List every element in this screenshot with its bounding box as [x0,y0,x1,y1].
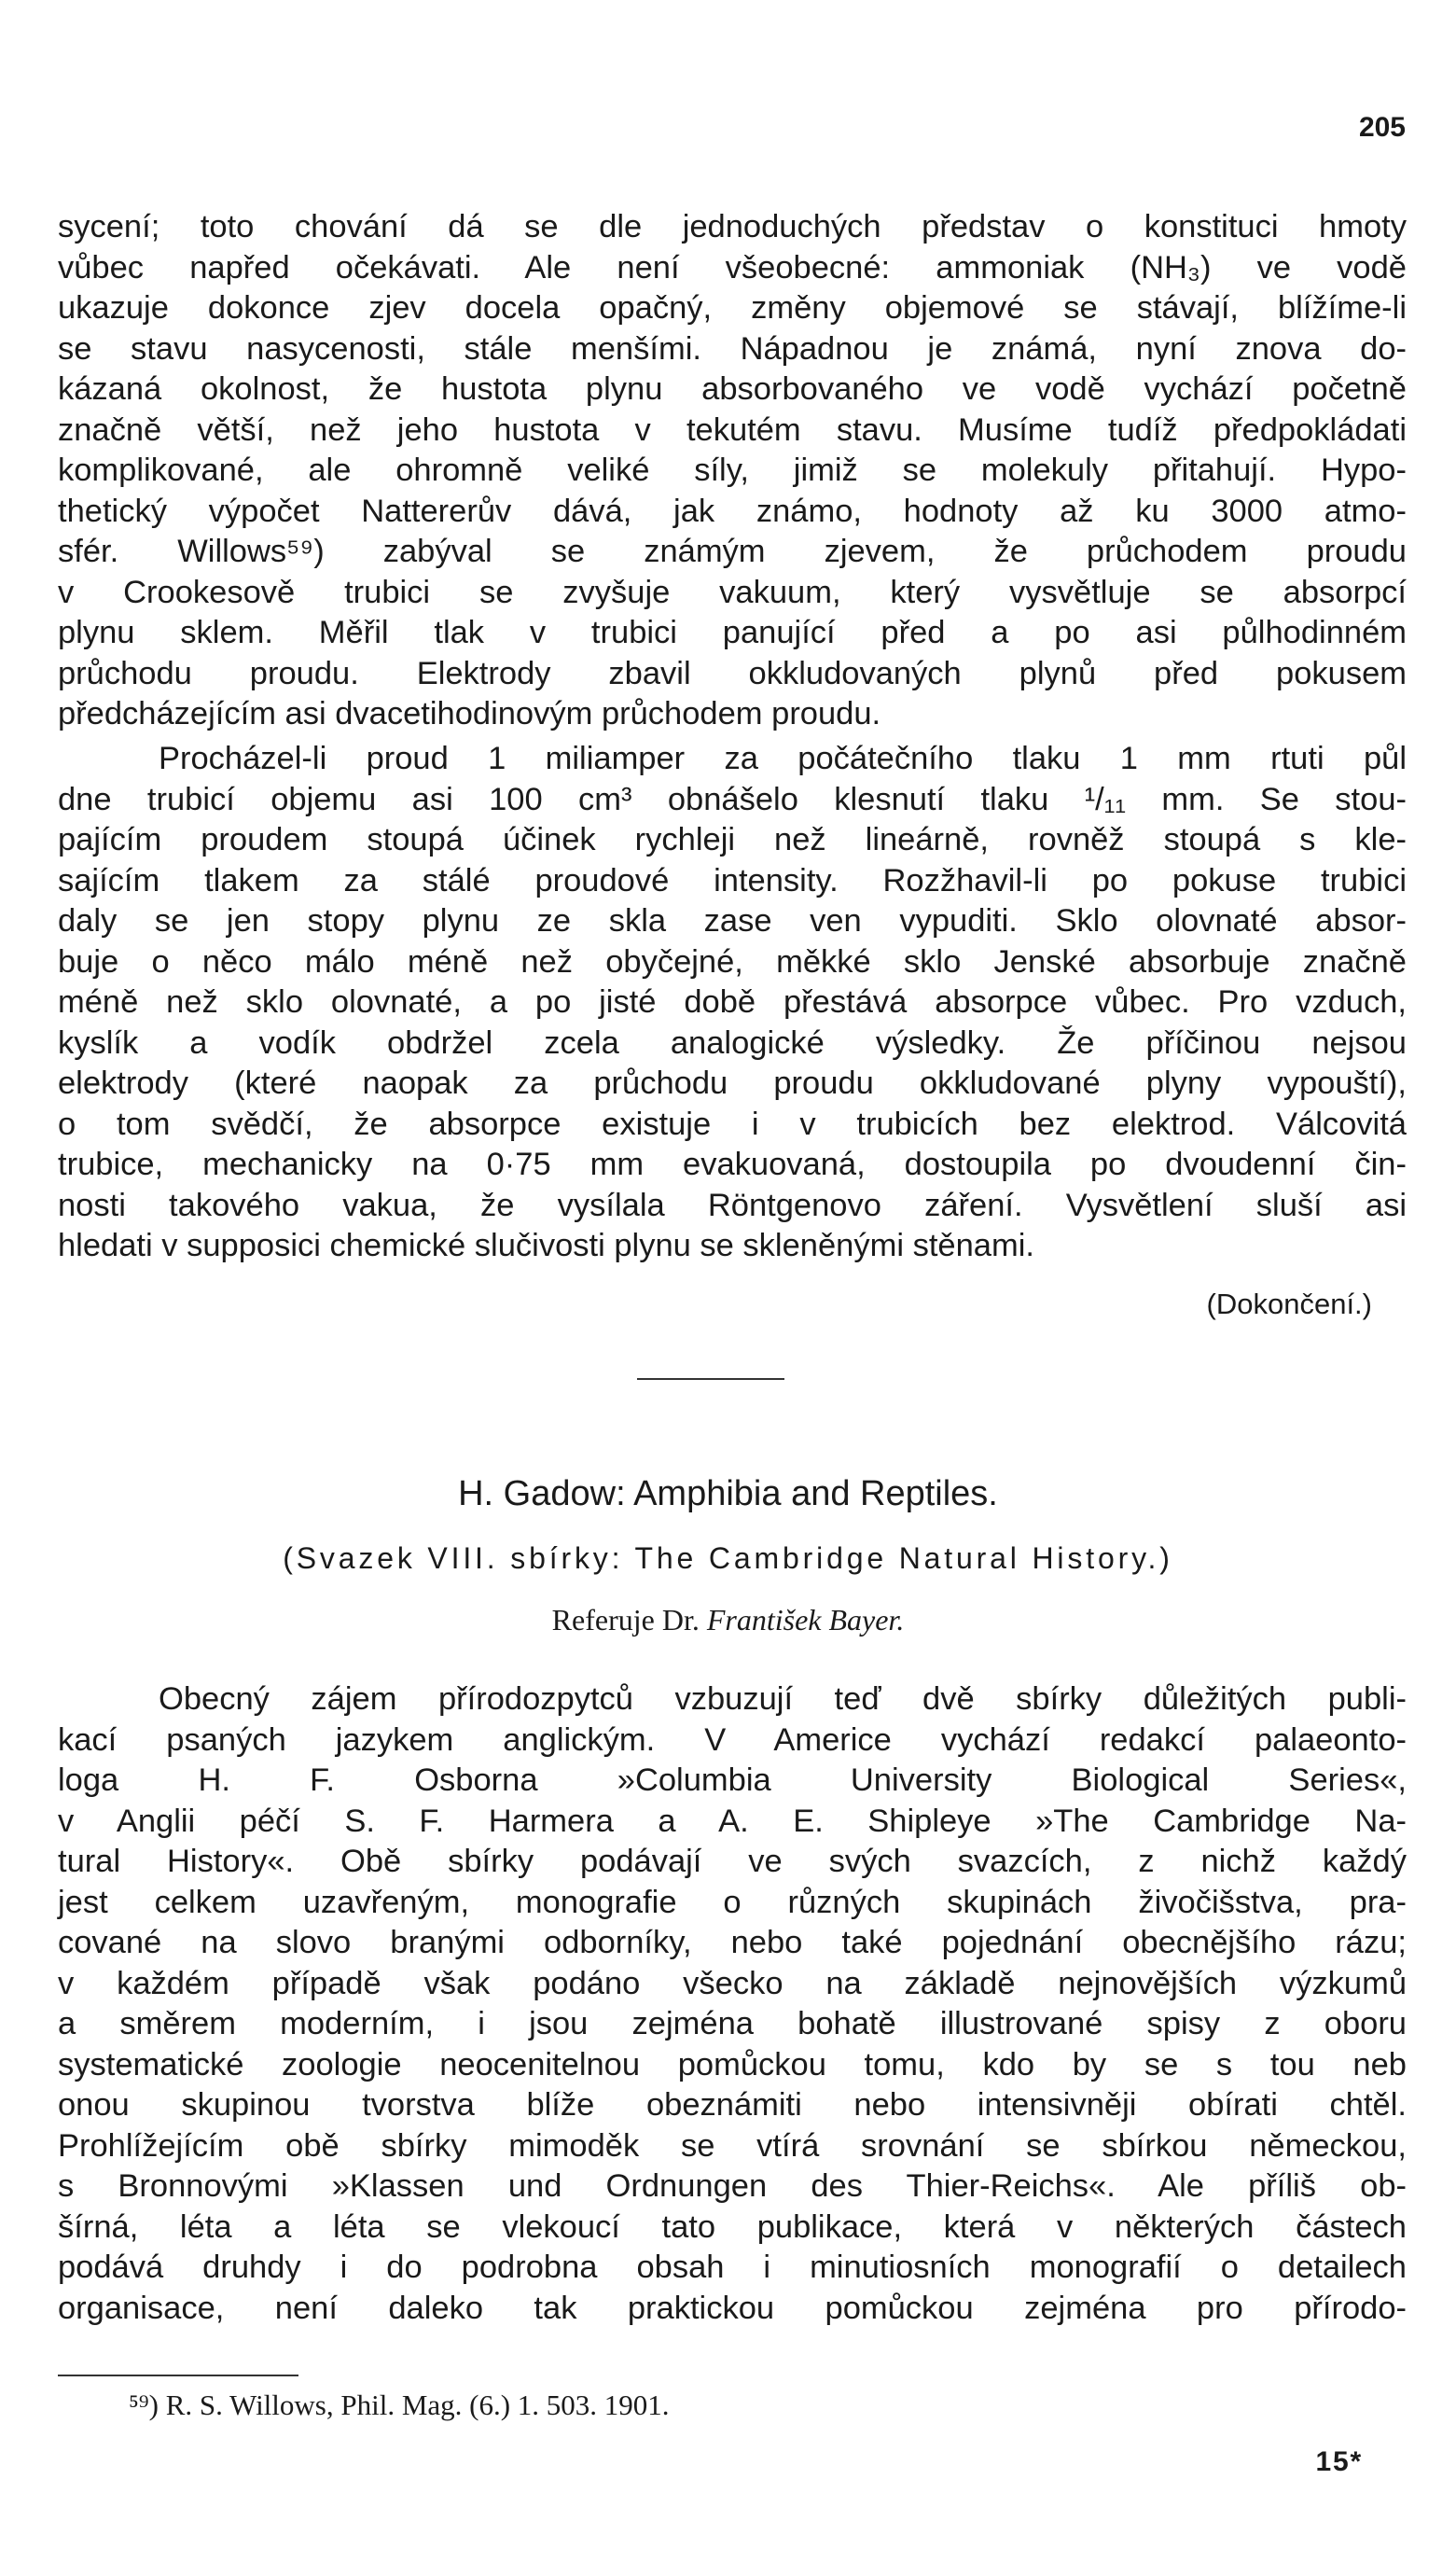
review-line: v každém případě však podáno všecko na základě nejnovějších výzkumů [58,1965,1407,2001]
section1-para2-line: nosti takového vakua, že vysílala Röntgenovo záření. Vysvětlení sluší asi [58,1187,1407,1223]
review-line: organisace, není daleko tak praktickou pomůckou zejména pro přírodo- [58,2290,1407,2326]
section1-line: kázaná okolnost, že hustota plynu absorbovaného ve vodě vychází početně [58,371,1407,407]
review-line: systematické zoologie neocenitelnou pomůckou tomu, kdo by se s tou neb [58,2046,1407,2082]
section1-para2-line: daly se jen stopy plynu ze skla zase ven vypuditi. Sklo olovnaté absor- [58,903,1407,939]
section1-line: předcházejícím asi dvacetihodinovým průchodem proudu. [58,696,881,731]
section1-para2-line: hledati v supposici chemické slučivosti plynu se skleněnými stěnami. [58,1228,1034,1263]
continuation-note: (Dokončení.) [1206,1288,1372,1320]
section1-para2-line: Procházel-li proud 1 miliamper za počátečního tlaku 1 mm rtuti půl [159,741,1407,776]
review-body [58,1679,1407,2329]
review-line: loga H. F. Osborna »Columbia University Biological Series«, [58,1762,1407,1798]
footnote: ⁵⁹) R. S. Willows, Phil. Mag. (6.) 1. 503. 1901. [129,2389,670,2421]
review-line: cované na slovo branými odborníky, nebo také pojednání obecnějšího rázu; [58,1925,1407,1960]
footnote-divider [58,2375,298,2376]
section1-line: komplikované, ale ohromně veliké síly, jimiž se molekuly přitahují. Hypo- [58,453,1407,488]
review-line: kací psaných jazykem anglickým. V Americe vychází redakcí palaeonto- [58,1721,1407,1758]
section1-para2-line: dne trubicí objemu asi 100 cm³ obnášelo klesnutí tlaku ¹/₁₁ mm. Se stou- [58,781,1407,817]
review-line: onou skupinou tvorstva blíže obeznámiti nebo intensivněji obírati chtěl. [58,2087,1407,2123]
review-subtitle: (Svazek VIII. sbírky: The Cambridge Natural History.) [283,1541,1173,1575]
section1-para2-line: méně než sklo olovnaté, a po jisté době přestává absorpce vůbec. Pro vzduch, [58,984,1407,1020]
review-line: a směrem moderním, i jsou zejména bohatě illustrované spisy z oboru [58,2006,1407,2041]
section1-paragraph-2 [58,739,1407,1267]
signature-mark: 15* [1315,2446,1363,2477]
section1-line: sycení; toto chování dá se dle jednoduchých představ o konstituci hmoty [58,209,1407,244]
reviewer-name: František Bayer. [706,1603,905,1637]
section1-para2-line: kyslík a vodík obdržel zcela analogické výsledky. Že příčinou nejsou [58,1024,1407,1061]
section1-line: plynu sklem. Měřil tlak v trubici panující před a po asi půlhodinném [58,615,1407,650]
section1-para2-line: buje o něco málo méně než obyčejné, měkké sklo Jenské absorbuje značně [58,943,1407,980]
review-line: s Bronnovými »Klassen und Ordnungen des Thier-Reichs«. Ale příliš ob- [58,2168,1407,2204]
section1-paragraph [58,207,1407,735]
section1-line: v Crookesově trubici se zvyšuje vakuum, který vysvětluje se absorpcí [58,574,1407,610]
section1-para2-line: o tom svědčí, že absorpce existuje i v trubicích bez elektrod. Válcovitá [58,1106,1407,1142]
review-line: Obecný zájem přírodozpytců vzbuzují teď dvě sbírky důležitých publi- [159,1681,1407,1717]
section1-para2-line: pajícím proudem stoupá účinek rychleji než lineárně, rovněž stoupá s kle- [58,822,1407,857]
review-line: v Anglii péčí S. F. Harmera a A. E. Shipleye »The Cambridge Na- [58,1803,1407,1839]
review-line: Prohlížejícím obě sbírky mimoděk se vtírá srovnání se sbírkou německou, [58,2127,1407,2164]
section1-line: thetický výpočet Nattererův dává, jak známo, hodnoty až ku 3000 atmo- [58,493,1407,529]
section1-line: vůbec napřed očekávati. Ale není všeobecné: ammoniak (NH₃) ve vodě [58,249,1407,286]
section1-para2-line: sajícím tlakem za stálé proudové intensity. Rozžhavil-li po pokuse trubici [58,862,1407,898]
section1-line: průchodu proudu. Elektrody zbavil okkludovaných plynů před pokusem [58,655,1407,691]
referuje-prefix: Referuje Dr. [551,1603,700,1637]
section1-line: sfér. Willows⁵⁹) zabýval se známým zjevem, že průchodem proudu [58,534,1407,569]
section1-line: se stavu nasycenosti, stále menšími. Nápadnou je známá, nyní znova do- [58,330,1407,367]
page-number: 205 [1358,112,1406,143]
review-title: H. Gadow: Amphibia and Reptiles. [458,1474,998,1513]
section1-para2-line: elektrody (které naopak za průchodu proudu okkludované plyny vypouští), [58,1066,1407,1101]
review-line: šírná, léta a léta se vlekoucí tato publikace, která v některých částech [58,2208,1407,2245]
review-line: podává druhdy i do podrobna obsah i minutiosních monografií o detailech [58,2250,1407,2285]
review-author-line [0,1603,1456,1637]
review-line: tural History«. Obě sbírky podávají ve svých svazcích, z nichž každý [58,1844,1407,1879]
section-divider [637,1378,784,1380]
section1-para2-line: trubice, mechanicky na 0·75 mm evakuovaná, dostoupila po dvoudenní čin- [58,1147,1407,1182]
section1-line: značně větší, než jeho hustota v tekutém stavu. Musíme tudíž předpokládati [58,411,1407,448]
review-line: jest celkem uzavřeným, monografie o různých skupinách živočišstva, pra- [58,1884,1407,1920]
section1-line: ukazuje dokonce zjev docela opačný, změny objemové se stávají, blížíme-li [58,290,1407,326]
